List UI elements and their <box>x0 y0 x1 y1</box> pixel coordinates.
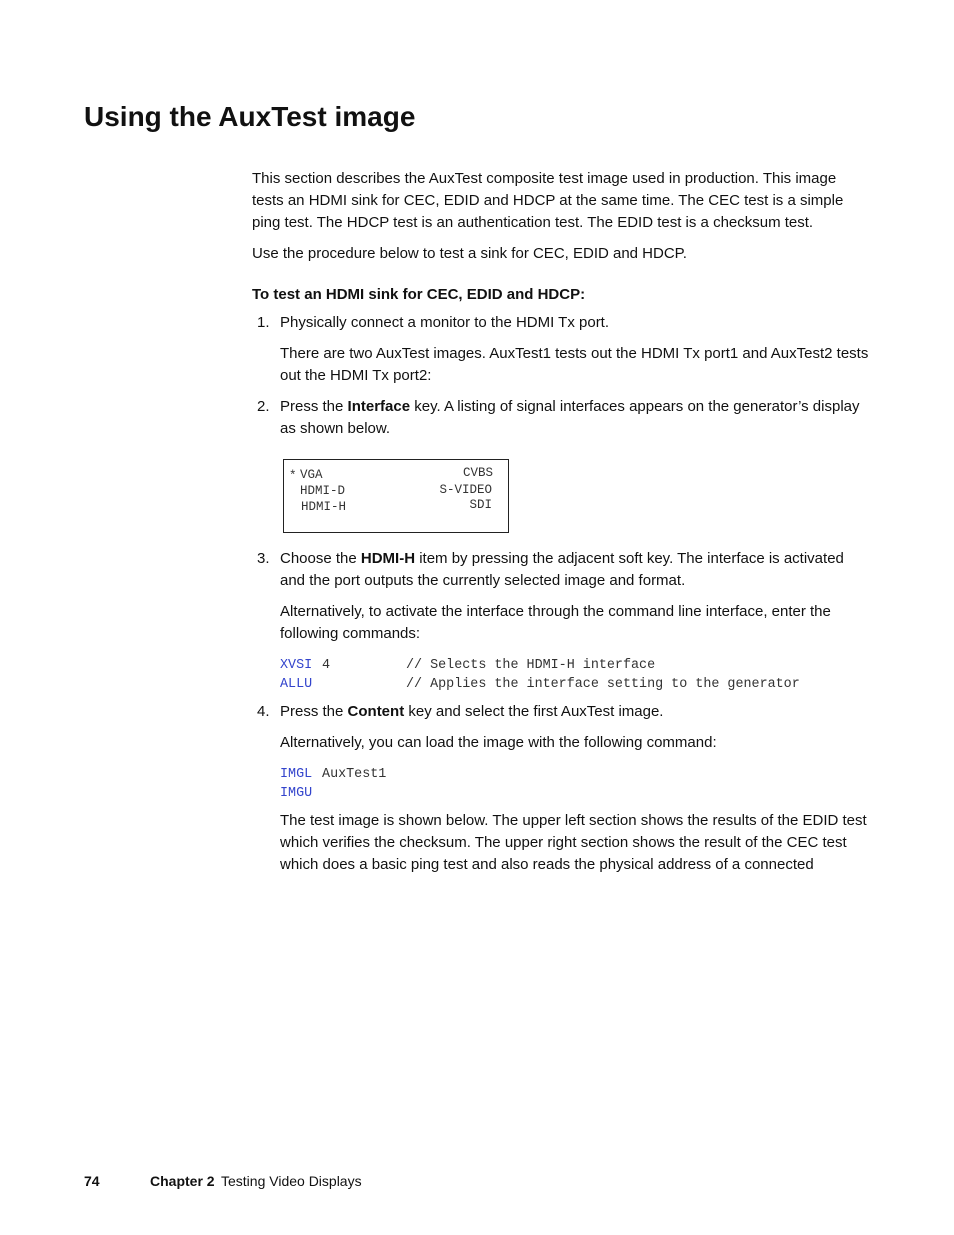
step-3-note: Alternatively, to activate the interface through the command line interface, enter the following commands: <box>280 603 831 642</box>
selection-marker: * <box>289 469 297 483</box>
display-item-hdmi-d: HDMI-D <box>300 484 346 498</box>
step-2-text: Press the Interface key. A listing of signal interfaces appears on the generator’s display as shown below. <box>280 398 860 437</box>
display-item-hdmi-h: HDMI-H <box>301 500 347 514</box>
step-3-number: 3. <box>257 550 270 567</box>
step-1-text: Physically connect a monitor to the HDMI Tx port. <box>280 314 610 331</box>
step-4-note: Alternatively, you can load the image with the following command: <box>280 734 717 751</box>
step-4-text: Press the Content key and select the first AuxTest image. <box>280 703 664 720</box>
interface-key-label: Interface <box>347 398 411 415</box>
code-command: ALLU <box>280 677 313 692</box>
code-command: IMGU <box>280 786 313 801</box>
display-item-cvbs: CVBS <box>462 466 493 480</box>
display-item-s-video: S-VIDEO <box>439 483 492 497</box>
step-4-description: The test image is shown below. The upper left section shows the results of the EDID test which verifies the checksum. The upper right section shows the result of the CEC test which does a basic ping test and also reads the physical address of a connected <box>280 812 867 873</box>
step-4-number: 4. <box>257 703 270 720</box>
page-title: Using the AuxTest image <box>84 101 416 132</box>
step-1-note: There are two AuxTest images. AuxTest1 tests out the HDMI Tx port1 and AuxTest2 tests out the HDMI Tx port2: <box>280 345 869 384</box>
code-command: IMGL <box>280 767 313 782</box>
step-2-number: 2. <box>257 398 270 415</box>
display-item-sdi: SDI <box>469 498 492 512</box>
code-comment: // Applies the interface setting to the generator <box>406 677 800 692</box>
step-3-text: Choose the HDMI-H item by pressing the adjacent soft key. The interface is activated and the port outputs the currently selected image and format. <box>280 550 844 589</box>
generator-display <box>283 459 509 533</box>
code-comment: // Selects the HDMI-H interface <box>406 658 656 673</box>
step-1-number: 1. <box>257 314 270 331</box>
page-number: 74 <box>84 1173 100 1189</box>
footer-chapter: Chapter 2 <box>150 1173 215 1189</box>
content-key-label: Content <box>347 703 405 720</box>
code-argument: AuxTest1 <box>314 767 387 782</box>
display-item-vga: VGA <box>300 468 323 482</box>
footer-chapter-title: Testing Video Displays <box>221 1173 362 1189</box>
code-command: XVSI <box>280 658 313 673</box>
intro-paragraph: This section describes the AuxTest composite test image used in production. This image tests an HDMI sink for CEC, EDID and HDCP at the same time. The CEC test is a simple ping test. The HDCP test is an authentication test. The EDID test is a checksum test. <box>252 170 844 231</box>
hdmi-h-label: HDMI-H <box>360 550 416 567</box>
intro-paragraph-2: Use the procedure below to test a sink for CEC, EDID and HDCP. <box>252 245 687 262</box>
code-argument: 4 <box>314 658 331 673</box>
procedure-heading: To test an HDMI sink for CEC, EDID and HDCP: <box>252 286 586 303</box>
